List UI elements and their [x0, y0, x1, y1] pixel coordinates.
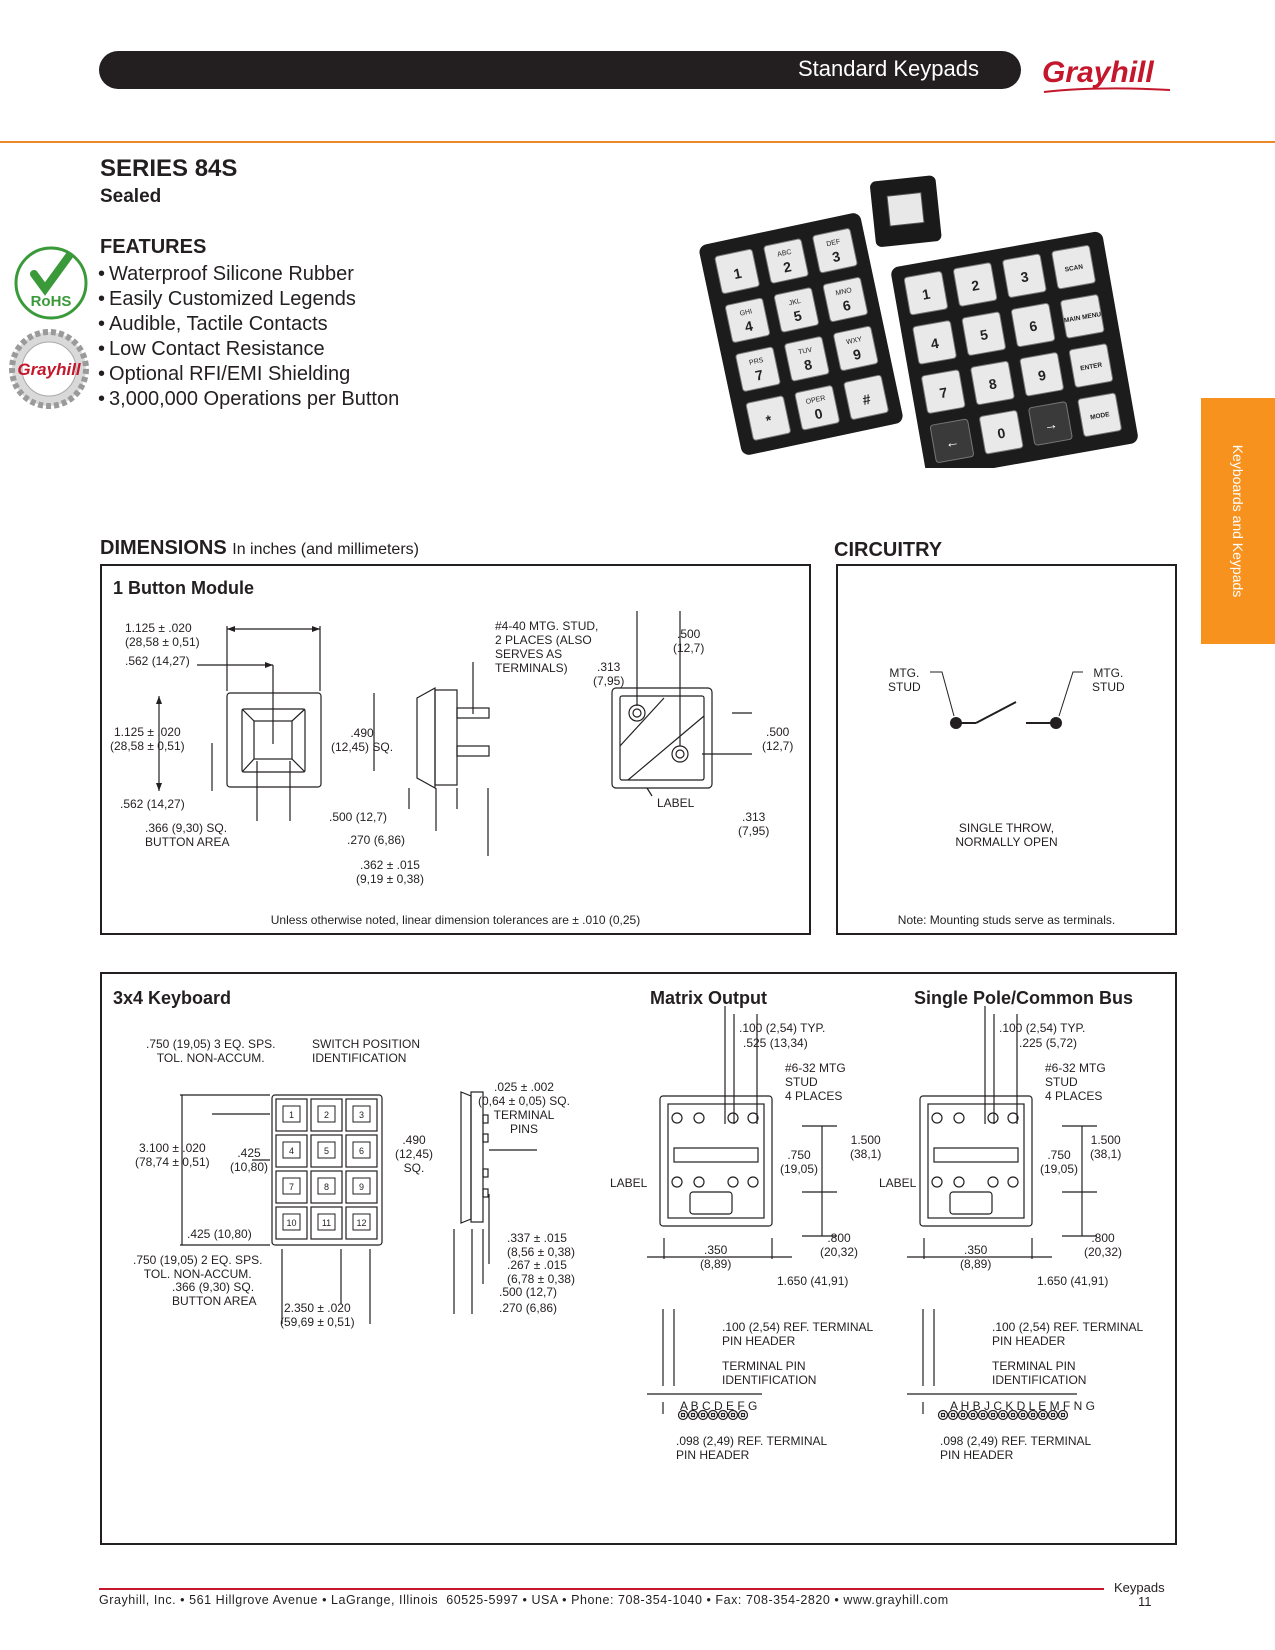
tolerance-note: Unless otherwise noted, linear dimension tolerances are ± .010 (0,25) — [270, 913, 641, 927]
dim-label: .562 (14,27) — [125, 654, 190, 668]
drawing-key — [311, 1135, 342, 1167]
photo-key — [1020, 352, 1064, 396]
header-pin-core — [972, 1414, 975, 1417]
svg-text:MAIN MENU: MAIN MENU — [1063, 311, 1102, 325]
dim-label: .362 ± .015 (9,19 ± 0,38) — [356, 858, 424, 886]
svg-text:ENTER: ENTER — [1079, 361, 1103, 373]
svg-text:5: 5 — [792, 307, 804, 325]
svg-text:7: 7 — [938, 384, 949, 402]
svg-text:7: 7 — [288, 1182, 295, 1192]
svg-text:3: 3 — [830, 247, 842, 266]
photo-key — [962, 312, 1006, 356]
grayhill-logo — [1038, 50, 1180, 100]
dim-label: .337 ± .015 (8,56 ± 0,38) — [507, 1231, 575, 1259]
matrix-output-title: Matrix Output — [650, 988, 767, 1008]
dim-label: .500 (12,7) — [499, 1285, 558, 1299]
svg-text:2: 2 — [323, 1110, 330, 1120]
dim-label: .525 (13,34) — [743, 1036, 808, 1050]
header-pin-core — [962, 1414, 965, 1417]
svg-text:2: 2 — [970, 276, 981, 295]
svg-text:DEF: DEF — [825, 238, 841, 249]
svg-text:MODE: MODE — [1089, 411, 1111, 422]
photo-key — [833, 326, 878, 371]
photo-key — [715, 249, 760, 294]
dim-label: 1.125 ± .020 (28,58 ± 0,51) — [125, 621, 200, 649]
drawing-key — [311, 1207, 342, 1239]
dim-label: 1.500 (38,1) — [850, 1133, 882, 1161]
dim-label: .267 ± .015 (6,78 ± 0,38) — [507, 1258, 575, 1286]
header-pin-core — [992, 1414, 995, 1417]
left-stud-label: MTG. STUD — [888, 666, 921, 694]
svg-text:ABC: ABC — [776, 248, 793, 259]
header-pin-core — [942, 1414, 945, 1417]
circuitry-heading: CIRCUITRY — [834, 539, 943, 561]
dim-label: .425 (10,80) — [187, 1227, 252, 1241]
rohs-badge-text: RoHS — [30, 293, 72, 310]
dim-label: .100 (2,54) TYP. — [739, 1021, 826, 1035]
header-pin-core — [1062, 1414, 1065, 1417]
photo-key — [971, 361, 1015, 405]
header-pin-core — [952, 1414, 955, 1417]
dim-label: .100 (2,54) REF. TERMINAL PIN HEADER — [722, 1320, 874, 1348]
drawing-key — [346, 1171, 377, 1203]
right-stud-label: MTG. STUD — [1092, 666, 1125, 694]
dim-label: LABEL — [657, 796, 695, 810]
drawing-key — [276, 1099, 307, 1131]
svg-text:TUV: TUV — [797, 346, 813, 357]
dimensions-heading: DIMENSIONS In inches (and millimeters) — [100, 537, 419, 559]
switch-schematic — [838, 566, 1175, 933]
svg-text:9: 9 — [851, 345, 863, 363]
svg-text:11: 11 — [321, 1218, 332, 1228]
dim-label: .366 (9,30) SQ. BUTTON AREA — [172, 1280, 257, 1308]
dim-label: .350 (8,89) — [960, 1243, 992, 1271]
photo-key — [746, 396, 791, 441]
svg-text:2: 2 — [781, 258, 793, 276]
svg-text:0: 0 — [813, 404, 824, 423]
dim-label: .500 (12,7) — [673, 627, 705, 655]
header-pin-core — [712, 1414, 715, 1417]
dim-label: .100 (2,54) REF. TERMINAL PIN HEADER — [992, 1320, 1144, 1348]
drawing-key — [276, 1207, 307, 1239]
keypad-3x4-photo — [698, 212, 904, 457]
header-pin-core — [682, 1414, 685, 1417]
dim-label: .025 ± .002 (0,64 ± 0,05) SQ. TERMINAL PINS — [478, 1080, 570, 1136]
drawing-key — [276, 1135, 307, 1167]
header-pin-core — [1042, 1414, 1045, 1417]
footer-address: Grayhill, Inc. • 561 Hillgrove Avenue • LaGrange, Illinois 60525-5997 • USA • Phone: 708-354-1040 • Fax: 708-354-2820 • www.grayhill.com — [99, 1593, 949, 1607]
dim-label: .270 (6,86) — [499, 1301, 558, 1315]
header-pin-core — [1052, 1414, 1055, 1417]
svg-text:→: → — [1042, 415, 1059, 434]
photo-key — [979, 410, 1023, 454]
terminal-dot — [1050, 717, 1062, 729]
single-pole-title: Single Pole/Common Bus — [914, 988, 1134, 1008]
header-title: Standard Keypads — [797, 56, 979, 81]
dim-label: .750 (19,05) — [780, 1148, 819, 1176]
svg-text:8: 8 — [987, 375, 998, 393]
drawing-key — [276, 1171, 307, 1203]
svg-text:OPER: OPER — [805, 394, 827, 406]
header-pin-core — [732, 1414, 735, 1417]
header-pin-core — [1012, 1414, 1015, 1417]
photo-key — [913, 320, 957, 364]
circuitry-note: Note: Mounting studs serve as terminals. — [897, 913, 1116, 927]
header-pin-core — [982, 1414, 985, 1417]
photo-key — [823, 277, 868, 322]
drawing-key — [346, 1099, 377, 1131]
photo-key — [764, 238, 809, 283]
svg-text:SCAN: SCAN — [1064, 263, 1084, 274]
svg-text:9: 9 — [358, 1182, 365, 1192]
photo-key — [812, 228, 857, 273]
header-pin-core — [702, 1414, 705, 1417]
one-button-title: 1 Button Module — [113, 578, 254, 598]
header-pin-core — [1002, 1414, 1005, 1417]
svg-text:*: * — [764, 411, 774, 429]
svg-text:6: 6 — [1028, 317, 1039, 335]
dim-label: .098 (2,49) REF. TERMINAL PIN HEADER — [940, 1434, 1092, 1462]
series-subtitle: Sealed — [100, 186, 162, 207]
dim-label: .425 (10,80) — [230, 1146, 269, 1174]
dim-label: .800 (20,32) — [820, 1231, 859, 1259]
custom-engineered-seal-icon — [6, 328, 92, 410]
dim-label: .100 (2,54) TYP. — [999, 1021, 1086, 1035]
single-button-module — [869, 175, 942, 248]
svg-text:5: 5 — [323, 1146, 330, 1156]
svg-text:JKL: JKL — [788, 297, 802, 308]
svg-text:1: 1 — [288, 1110, 295, 1120]
keyboard-3x4-panel — [100, 972, 1177, 1545]
photo-key — [774, 287, 819, 332]
svg-text:8: 8 — [323, 1182, 330, 1192]
svg-text:WXY: WXY — [845, 336, 863, 347]
drawing-key — [311, 1099, 342, 1131]
photo-key — [735, 347, 780, 392]
dim-label: #4-40 MTG. STUD, 2 PLACES (ALSO SERVES AS TERMINALS) — [495, 619, 599, 675]
dim-label: .313 (7,95) — [738, 810, 770, 838]
dim-label: .270 (6,86) — [347, 833, 406, 847]
svg-text:4: 4 — [288, 1146, 295, 1156]
dim-label: SWITCH POSITION IDENTIFICATION — [312, 1037, 420, 1065]
header-pin-core — [1022, 1414, 1025, 1417]
dim-label: .500 (12,7) — [329, 810, 388, 824]
photo-key — [1052, 245, 1096, 289]
photo-key — [725, 298, 770, 343]
svg-text:MNO: MNO — [835, 287, 853, 298]
feature-item: • Easily Customized Legends — [98, 287, 399, 312]
header-pin — [939, 1411, 948, 1420]
photo-key — [795, 385, 840, 430]
dim-label: 2.350 ± .020 (59,69 ± 0,51) — [280, 1301, 355, 1329]
svg-text:1: 1 — [732, 264, 744, 283]
dim-label: 1.125 ± .020 (28,58 ± 0,51) — [110, 725, 185, 753]
dim-label: 1.500 (38,1) — [1090, 1133, 1122, 1161]
svg-text:←: ← — [943, 432, 961, 451]
circuit-caption: SINGLE THROW, NORMALLY OPEN — [955, 821, 1058, 849]
dim-label: .750 (19,05) 2 EQ. SPS. TOL. NON-ACCUM. — [133, 1253, 263, 1281]
dim-label: .562 (14,27) — [120, 797, 185, 811]
keypad-photo — [690, 168, 1170, 468]
photo-key — [1028, 401, 1072, 445]
dim-label: .490 (12,45) SQ. — [331, 726, 394, 754]
logo-text: Grayhill — [1042, 56, 1154, 89]
svg-text:8: 8 — [802, 356, 814, 374]
dim-label: 3.100 ± .020 (78,74 ± 0,51) — [135, 1141, 210, 1169]
svg-text:3: 3 — [1019, 268, 1030, 286]
photo-key — [921, 370, 965, 414]
dim-label: .750 (19,05) 3 EQ. SPS. TOL. NON-ACCUM. — [146, 1037, 276, 1065]
drawing-key — [311, 1171, 342, 1203]
keypad-4x4-photo — [890, 231, 1139, 468]
photo-key — [1069, 344, 1113, 388]
series-title: SERIES 84S — [100, 155, 238, 182]
circuitry-panel — [836, 564, 1177, 935]
header-pin-core — [1032, 1414, 1035, 1417]
seal-logo-text: Grayhill — [17, 360, 81, 379]
photo-key — [784, 336, 829, 381]
features-list — [98, 262, 399, 412]
photo-key — [930, 419, 974, 463]
dim-label: TERMINAL PIN IDENTIFICATION — [722, 1359, 817, 1387]
svg-text:3: 3 — [358, 1110, 365, 1120]
rohs-badge-icon — [12, 244, 90, 322]
photo-key — [1011, 303, 1055, 347]
dim-label: #6-32 MTG STUD 4 PLACES — [1045, 1061, 1106, 1103]
svg-text:PRS: PRS — [748, 356, 765, 367]
svg-text:#: # — [861, 390, 873, 408]
svg-text:10: 10 — [286, 1218, 297, 1228]
side-tab[interactable] — [1201, 398, 1275, 644]
orange-divider — [0, 141, 1275, 143]
dim-label: .225 (5,72) — [1019, 1036, 1078, 1050]
feature-item: • Audible, Tactile Contacts — [98, 312, 399, 337]
drawing-key — [346, 1135, 377, 1167]
dim-label: .350 (8,89) — [700, 1243, 732, 1271]
dim-label: #6-32 MTG STUD 4 PLACES — [785, 1061, 846, 1103]
feature-item: • Low Contact Resistance — [98, 337, 399, 362]
footer-page-number: 11 — [1138, 1594, 1152, 1609]
svg-text:0: 0 — [996, 424, 1007, 442]
svg-text:6: 6 — [358, 1146, 365, 1156]
pin-identification: A H B J C K D L E M F N G — [950, 1399, 1095, 1413]
dim-label: LABEL — [610, 1176, 648, 1190]
terminal-dot — [950, 717, 962, 729]
dim-label: .800 (20,32) — [1084, 1231, 1123, 1259]
dim-label: TERMINAL PIN IDENTIFICATION — [992, 1359, 1087, 1387]
photo-key — [1060, 294, 1104, 338]
photo-key — [1078, 393, 1122, 437]
one-button-module-panel — [100, 564, 811, 935]
dimensions-note: In inches (and millimeters) — [232, 541, 419, 558]
keyboard-title: 3x4 Keyboard — [113, 988, 232, 1008]
feature-item: • 3,000,000 Operations per Button — [98, 387, 399, 412]
footer-rule — [99, 1588, 1104, 1590]
svg-text:4: 4 — [929, 334, 940, 352]
photo-key — [844, 375, 889, 420]
photo-key — [904, 271, 948, 315]
drawing-key — [346, 1207, 377, 1239]
dim-label: LABEL — [879, 1176, 917, 1190]
svg-text:GHI: GHI — [739, 308, 753, 318]
dim-label: 1.650 (41,91) — [1037, 1274, 1109, 1288]
photo-key — [1002, 254, 1046, 298]
one-button-drawing — [102, 566, 809, 933]
header-pin-core — [692, 1414, 695, 1417]
feature-item: • Waterproof Silicone Rubber — [98, 262, 399, 287]
dim-label: .750 (19,05) — [1040, 1148, 1079, 1176]
dim-label: .366 (9,30) SQ. BUTTON AREA — [145, 821, 230, 849]
features-heading: FEATURES — [100, 236, 207, 258]
header-bar — [99, 51, 1021, 89]
svg-text:7: 7 — [753, 366, 765, 384]
svg-text:5: 5 — [978, 326, 990, 344]
svg-text:9: 9 — [1036, 366, 1048, 384]
footer-page-label: Keypads — [1114, 1580, 1165, 1595]
svg-text:1: 1 — [920, 285, 932, 303]
header-pin-core — [722, 1414, 725, 1417]
pin-identification: A B C D E F G — [680, 1399, 758, 1413]
svg-text:4: 4 — [743, 317, 755, 335]
dim-label: .490 (12,45) SQ. — [395, 1133, 434, 1175]
photo-key — [953, 262, 997, 306]
side-tab-label: Keyboards and Keypads — [1230, 444, 1246, 598]
svg-text:6: 6 — [841, 296, 853, 315]
dim-label: .313 (7,95) — [593, 660, 625, 688]
header-pin-core — [742, 1414, 745, 1417]
feature-item: • Optional RFI/EMI Shielding — [98, 362, 399, 387]
dim-label: .500 (12,7) — [762, 725, 794, 753]
dim-label: 1.650 (41,91) — [777, 1274, 849, 1288]
dim-label: .098 (2,49) REF. TERMINAL PIN HEADER — [676, 1434, 828, 1462]
svg-text:12: 12 — [356, 1218, 367, 1228]
